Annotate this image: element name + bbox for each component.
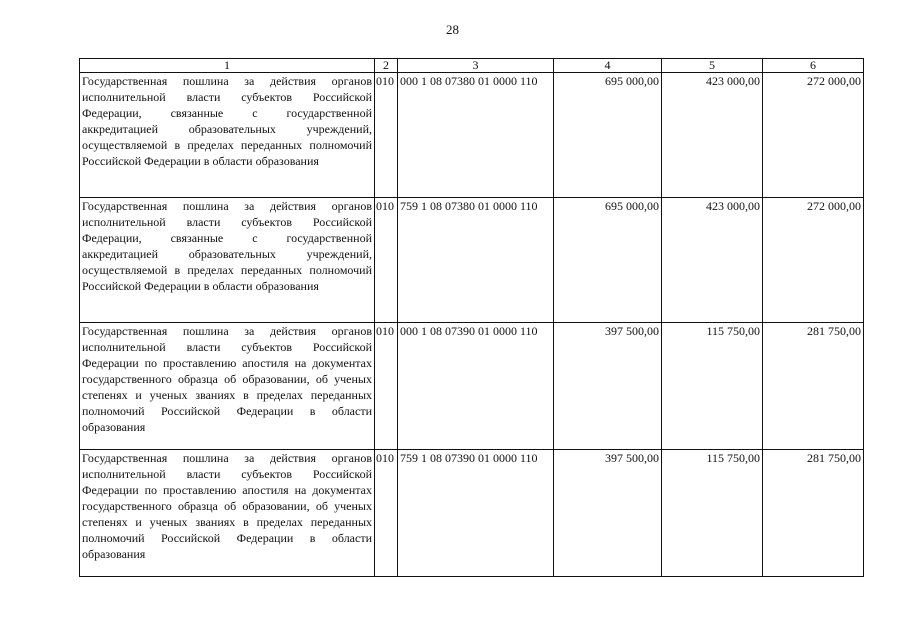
header-row [80,59,864,73]
amount-col6-cell: 281 750,00 [763,450,864,577]
budget-code-cell: 759 1 08 07390 01 0000 110 [398,450,554,577]
table-row [80,73,864,198]
revenue-name-cell: Государственная пошлина за действия органов исполнительной власти субъектов Российской Федерации по проставлению апостиля на документах государственного образца об образовании, об ученых степенях и ученых званиях в пределах переданных полномочий Российской Федерации в области образования [80,323,375,450]
revenue-name-cell: Государственная пошлина за действия органов исполнительной власти субъектов Российской Федерации, связанные с государственной аккредитацией образовательных учреждений, осуществляемой в пределах переданных полномочий Российской Федерации в области образования [80,198,375,323]
amount-col4-cell: 695 000,00 [554,73,662,198]
table-row [80,198,864,323]
budget-code-cell: 000 1 08 07390 01 0000 110 [398,323,554,450]
revenue-name-cell: Государственная пошлина за действия органов исполнительной власти субъектов Российской Федерации по проставлению апостиля на документах государственного образца об образовании, об ученых степенях и ученых званиях в пределах переданных полномочий Российской Федерации в области образования [80,450,375,577]
admin-code-cell: 010 [375,450,398,577]
column-header: 6 [763,59,864,73]
column-header: 2 [375,59,398,73]
amount-col5-cell: 115 750,00 [662,323,763,450]
admin-code-cell: 010 [375,323,398,450]
budget-table [79,58,864,577]
column-header: 5 [662,59,763,73]
admin-code-cell: 010 [375,73,398,198]
column-header: 4 [554,59,662,73]
amount-col5-cell: 115 750,00 [662,450,763,577]
column-header: 3 [398,59,554,73]
budget-code-cell: 000 1 08 07380 01 0000 110 [398,73,554,198]
amount-col5-cell: 423 000,00 [662,198,763,323]
amount-col4-cell: 397 500,00 [554,323,662,450]
column-header: 1 [80,59,375,73]
amount-col4-cell: 695 000,00 [554,198,662,323]
table-row [80,450,864,577]
table-row [80,323,864,450]
budget-code-cell: 759 1 08 07380 01 0000 110 [398,198,554,323]
revenue-name-cell: Государственная пошлина за действия органов исполнительной власти субъектов Российской Федерации, связанные с государственной аккредитацией образовательных учреждений, осуществляемой в пределах переданных полномочий Российской Федерации в области образования [80,73,375,198]
amount-col6-cell: 272 000,00 [763,198,864,323]
amount-col5-cell: 423 000,00 [662,73,763,198]
page-number: 28 [446,22,459,37]
amount-col6-cell: 281 750,00 [763,323,864,450]
admin-code-cell: 010 [375,198,398,323]
amount-col6-cell: 272 000,00 [763,73,864,198]
amount-col4-cell: 397 500,00 [554,450,662,577]
